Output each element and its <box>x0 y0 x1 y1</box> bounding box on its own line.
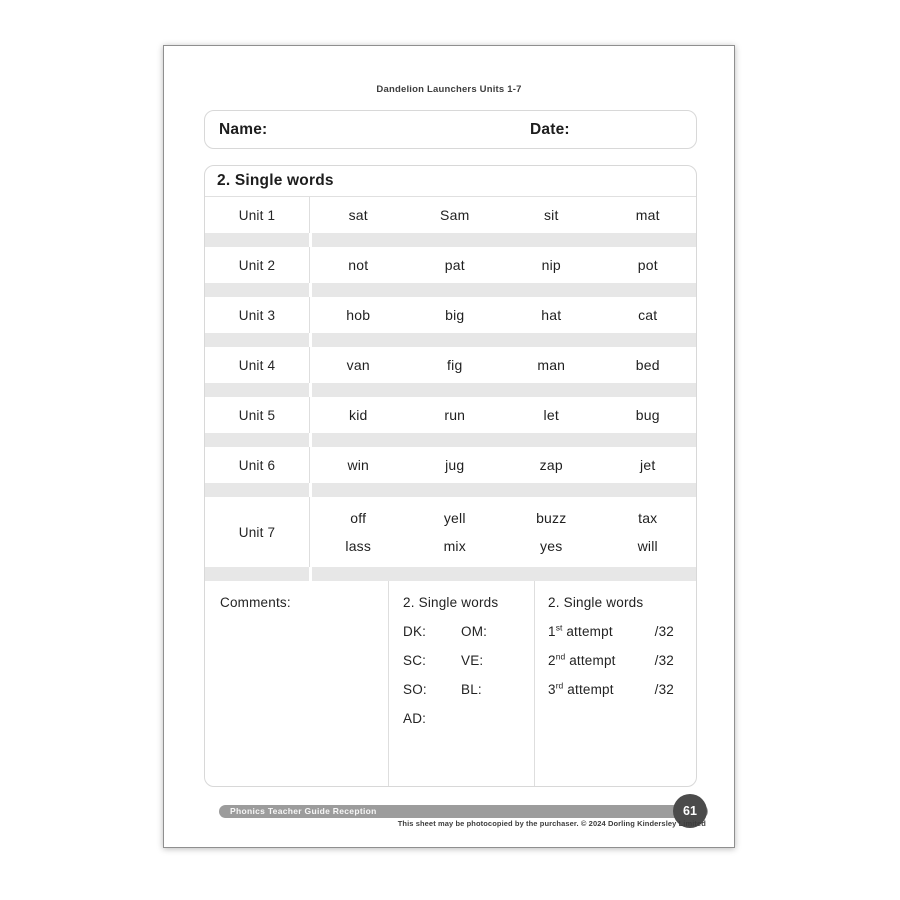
page-number-badge: 61 <box>673 794 707 828</box>
word-cell: van <box>346 357 370 373</box>
unit-label: Unit 5 <box>205 397 310 433</box>
page-header-note: Dandelion Launchers Units 1-7 <box>376 84 522 95</box>
word-cell: jug <box>445 457 465 473</box>
copyright-note: This sheet may be photocopied by the purchaser. © 2024 Dorling Kindersley Limited <box>397 819 706 828</box>
code-label: SO: <box>403 682 427 697</box>
word-cell: hat <box>541 307 562 323</box>
word-cell: run <box>444 407 466 423</box>
attempts-panel-title: 2. Single words <box>548 595 644 610</box>
row-separator <box>205 433 696 447</box>
word-cell: nip <box>541 257 561 273</box>
word-cell: off <box>350 509 367 526</box>
word-cells <box>310 247 696 283</box>
section-title: 2. Single words <box>205 166 696 197</box>
attempt-label: 3rd attempt <box>548 680 614 697</box>
row-separator <box>205 283 696 297</box>
table-row-unit-2 <box>205 247 696 283</box>
unit-label: Unit 4 <box>205 347 310 383</box>
attempt-row <box>548 675 674 704</box>
footer-bar-label: Phonics Teacher Guide Reception <box>230 806 377 816</box>
word-cell: will <box>637 538 658 555</box>
footer-bar <box>219 805 708 818</box>
name-date-box <box>204 110 697 149</box>
word-cell: fig <box>447 357 463 373</box>
word-cell: not <box>348 257 369 273</box>
word-cell: pat <box>444 257 465 273</box>
table-row-unit-3 <box>205 297 696 333</box>
table-row-unit-4 <box>205 347 696 383</box>
unit-label: Unit 6 <box>205 447 310 483</box>
word-cell: sit <box>543 207 559 223</box>
word-cell: lass <box>345 538 372 555</box>
word-cell: hob <box>346 307 371 323</box>
word-cell: buzz <box>536 509 567 526</box>
word-cell: win <box>347 457 370 473</box>
attempt-label: 1st attempt <box>548 622 613 639</box>
attempt-score: /32 <box>654 624 674 639</box>
word-cell: mix <box>443 538 466 555</box>
name-label: Name: <box>219 120 268 138</box>
unit-label: Unit 2 <box>205 247 310 283</box>
codes-panel-title: 2. Single words <box>403 595 499 610</box>
attempt-score: /32 <box>654 653 674 668</box>
word-cells <box>310 347 696 383</box>
word-cell: jet <box>640 457 656 473</box>
word-cells <box>310 197 696 233</box>
row-separator <box>205 567 696 581</box>
word-cells <box>310 397 696 433</box>
table-row-unit-6 <box>205 447 696 483</box>
row-separator <box>205 233 696 247</box>
date-label: Date: <box>530 120 570 138</box>
codes-line <box>403 646 534 675</box>
word-cell: man <box>537 357 566 373</box>
unit-label: Unit 3 <box>205 297 310 333</box>
attempt-score: /32 <box>654 682 674 697</box>
word-cell: pot <box>637 257 658 273</box>
comments-column <box>205 581 389 786</box>
code-label: OM: <box>461 624 488 639</box>
word-cell: mat <box>635 207 660 223</box>
codes-line <box>403 675 534 704</box>
code-label: VE: <box>461 653 484 668</box>
codes-line <box>403 704 534 733</box>
attempt-row <box>548 617 674 646</box>
comments-area <box>205 581 696 786</box>
row-separator <box>205 333 696 347</box>
error-codes-column <box>389 581 535 786</box>
word-cell: kid <box>349 407 368 423</box>
word-cell: cat <box>638 307 658 323</box>
unit-label: Unit 7 <box>205 497 310 567</box>
word-cell: sat <box>348 207 368 223</box>
word-cell: yell <box>443 509 466 526</box>
word-cell: tax <box>638 509 658 526</box>
code-label: AD: <box>403 711 427 726</box>
unit-label: Unit 1 <box>205 197 310 233</box>
table-row-unit-5 <box>205 397 696 433</box>
worksheet-page <box>163 45 735 848</box>
table-row-unit-7 <box>205 497 696 567</box>
code-label: DK: <box>403 624 427 639</box>
word-cell: zap <box>539 457 563 473</box>
word-cell: bed <box>635 357 660 373</box>
attempt-label: 2nd attempt <box>548 651 616 668</box>
code-label: BL: <box>461 682 482 697</box>
word-cells <box>310 297 696 333</box>
attempt-row <box>548 646 674 675</box>
word-cells <box>310 497 696 567</box>
single-words-section <box>204 165 697 787</box>
code-label: SC: <box>403 653 427 668</box>
word-cell: let <box>543 407 559 423</box>
word-cell: yes <box>540 538 563 555</box>
codes-line <box>403 617 534 646</box>
row-separator <box>205 383 696 397</box>
word-cell: bug <box>635 407 660 423</box>
attempts-column <box>535 581 696 786</box>
table-row-unit-1 <box>205 197 696 233</box>
row-separator <box>205 483 696 497</box>
word-cells <box>310 447 696 483</box>
word-cell: Sam <box>440 207 470 223</box>
comments-label: Comments: <box>220 595 291 610</box>
word-cell: big <box>445 307 465 323</box>
